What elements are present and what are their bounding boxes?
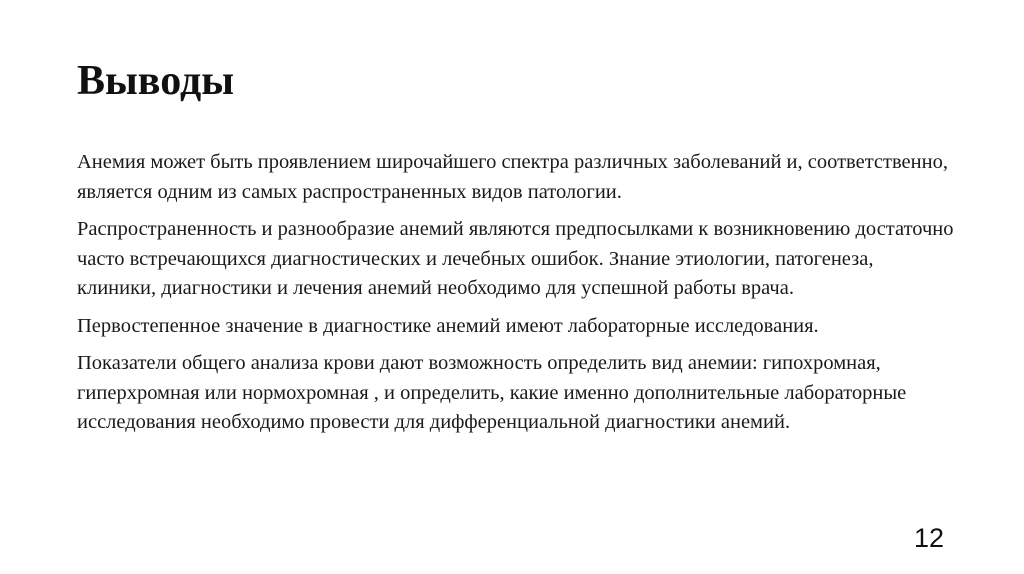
slide-body [77,148,957,446]
paragraph-3: Первостепенное значение в диагностике анемий имеют лабораторные исследования. [77,314,819,337]
page-number: 12 [913,523,944,553]
slide-title: Выводы [77,58,235,104]
paragraph-4: Показатели общего анализа крови дают возможность определить вид анемии: гипохромная, гиперхромная или нормохромная , и определить, какие именно дополнительные лабораторные исследования необходимо провести для дифференциальной диагностики анемий. [77,352,907,433]
paragraph-1: Анемия может быть проявлением широчайшего спектра различных заболеваний и, соответственно, является одним из самых распространенных видов патологии. [77,151,948,203]
paragraph-2: Распространенность и разнообразие анемий являются предпосылками к возникновению достаточно часто встречающихся диагностических и лечебных ошибок. Знание этиологии, патогенеза, клиники, диагностики и лечения анемий необходимо для успешной работы врача. [77,218,954,299]
